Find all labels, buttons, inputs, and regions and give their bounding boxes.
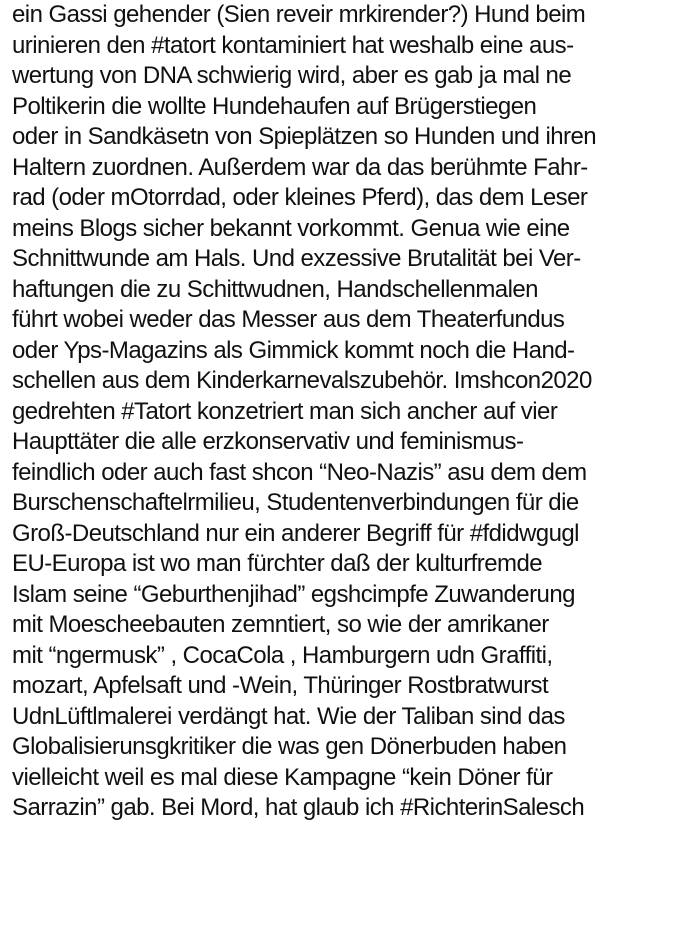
text-line-22: mit “ngermusk” , CocaCola , Hamburgern udn Graffiti, (12, 641, 553, 669)
text-line-10: haftungen die zu Schittwudnen, Handschellenmalen (12, 275, 538, 303)
text-line-9: Schnittwunde am Hals. Und exzessive Brutalität bei Ver- (12, 245, 581, 272)
text-line-21: mit Moescheebauten zemntiert, so wie der amrikaner (12, 611, 549, 638)
text-line-20: Islam seine “Geburthenjihad” egshcimpfe Zuwanderung (12, 580, 575, 608)
text-line-4: Poltikerin die wollte Hundehaufen auf Brügerstiegen (12, 92, 537, 120)
text-line-26: vielleicht weil es mal diese Kampagne “kein Döner für (12, 763, 553, 791)
text-line-13: schellen aus dem Kinderkarnevalszubehör. Imshcon2020 (12, 367, 592, 394)
text-line-24: UdnLüftlmalerei verdängt hat. Wie der Taliban sind das (12, 702, 565, 730)
text-line-18: Groß-Deutschland nur ein anderer Begriff für #fdidwgugl (12, 519, 579, 547)
text-line-3: wertung von DNA schwierig wird, aber es gab ja mal ne (12, 62, 572, 89)
text-line-25: Globalisierunsgkritiker die was gen Dönerbuden haben (12, 733, 567, 760)
text-line-15: Haupttäter die alle erzkonservativ und feminismus- (12, 428, 524, 455)
text-line-8: meins Blogs sicher bekannt vorkommt. Genua wie eine (12, 214, 570, 242)
text-line-2: urinieren den #tatort kontaminiert hat weshalb eine aus- (12, 31, 574, 59)
text-line-1: ein Gassi gehender (Sien reveir mrkirender?) Hund beim (12, 1, 586, 28)
text-line-17: Burschenschaftelrmilieu, Studentenverbindungen für die (12, 489, 579, 516)
text-line-6: Haltern zuordnen. Außerdem war da das berühmte Fahr- (12, 153, 588, 181)
text-line-19: EU-Europa ist wo man fürchter daß der kulturfremde (12, 550, 543, 577)
text-line-11: führt wobei weder das Messer aus dem Theaterfundus (12, 306, 565, 333)
text-line-27: Sarrazin” gab. Bei Mord, hat glaub ich #RichterinSalesch (12, 794, 585, 821)
text-line-7: rad (oder mOtorrdad, oder kleines Pferd), das dem Leser (12, 184, 588, 211)
text-line-5: oder in Sandkäsetn von Spieplätzen so Hunden und ihren (12, 123, 597, 150)
text-line-16: feindlich oder auch fast shcon “Neo-Nazis” asu dem dem (12, 458, 587, 486)
text-line-14: gedrehten #Tatort konzetriert man sich ancher auf vier (12, 397, 558, 425)
text-line-12: oder Yps-Magazins als Gimmick kommt noch die Hand- (12, 336, 575, 364)
text-line-23: mozart, Apfelsaft und -Wein, Thüringer Rostbratwurst (12, 672, 549, 699)
body-text (12, 0, 682, 824)
